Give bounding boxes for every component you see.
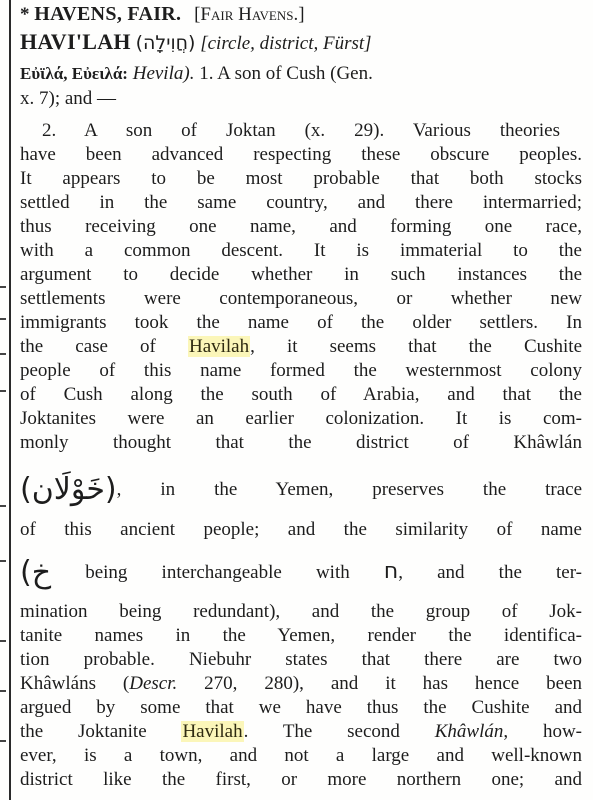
arabic-word: (خَوْلَان) <box>20 472 117 507</box>
hebrew-word: (חֲוִילָה) <box>135 32 196 54</box>
greek-line: Εὐϊλά, Εὐειλά: Hevila). 1. A son of Cush (Gen. <box>20 63 373 84</box>
entry-havens-fair: * HAVENS, FAIR. [Fair Havens.] <box>20 3 305 25</box>
etymology-gloss: [circle, district, Fürst] <box>200 33 372 54</box>
text-line: settlements were contemporaneous, or whether new <box>20 288 582 309</box>
text-line: district like the first, or more northern one; and <box>20 769 582 790</box>
entry-havilah <box>20 30 372 56</box>
text-line: mination being redundant), and the group of Jok- <box>20 601 582 622</box>
entry-heading: HAVI'LAH <box>20 29 131 54</box>
text-line: (خ being interchangeable with ח, and the ter- <box>20 555 582 590</box>
text-line: 2. A son of Joktan (x. 29). Various theories <box>42 120 560 141</box>
text-line: argued by some that we have thus the Cushite and <box>20 697 582 718</box>
text-line: people of this name formed the westernmost colony <box>20 360 582 381</box>
greek-forms: Εὐϊλά, Εὐειλά: <box>20 64 128 83</box>
highlighted-term: Havilah <box>182 721 243 742</box>
text-line: ever, is a town, and not a large and well-known <box>20 745 582 766</box>
arabic-letter: (خ <box>20 555 52 590</box>
text-line: (خَوْلَان), in the Yemen, preserves the trace <box>20 472 582 507</box>
hebrew-letter: ח <box>383 559 399 584</box>
text-line: the Joktanite Havilah. The second Khâwlán, how- <box>20 721 582 742</box>
entry-heading: HAVENS, FAIR. <box>34 3 182 25</box>
column-rule <box>9 0 11 800</box>
text-line: It appears to be most probable that both stocks <box>20 168 582 189</box>
text-line: of Cush along the south of Arabia, and that the <box>20 384 582 405</box>
cross-reference: [Fair Havens.] <box>194 4 305 25</box>
text-line: immigrants took the name of the older settlers. In <box>20 312 582 333</box>
text-line: have been advanced respecting these obscure peoples. <box>20 144 582 165</box>
text-line: with a common descent. It is immaterial to the <box>20 240 582 261</box>
highlighted-term: Havilah <box>188 336 250 357</box>
text-line: thus receiving one name, and forming one race, <box>20 216 582 237</box>
text-line: the case of Havilah, it seems that the Cushite <box>20 336 582 357</box>
text-line: tion probable. Niebuhr states that there are two <box>20 649 582 670</box>
text-line: argument to decide whether in such instances the <box>20 264 582 285</box>
text-line: x. 7); and — <box>20 88 117 109</box>
text-line: Joktanites were an earlier colonization. It is com- <box>20 408 582 429</box>
text-line: monly thought that the district of Khâwlán <box>20 432 582 453</box>
left-margin-marks <box>0 0 8 800</box>
text-line: settled in the same country, and there intermarried; <box>20 192 582 213</box>
text-line: Khâwláns (Descr. 270, 280), and it has hence been <box>20 673 583 694</box>
text-line: of this ancient people; and the similarity of name <box>20 519 582 540</box>
text-line: tanite names in the Yemen, render the identifica- <box>20 625 582 646</box>
